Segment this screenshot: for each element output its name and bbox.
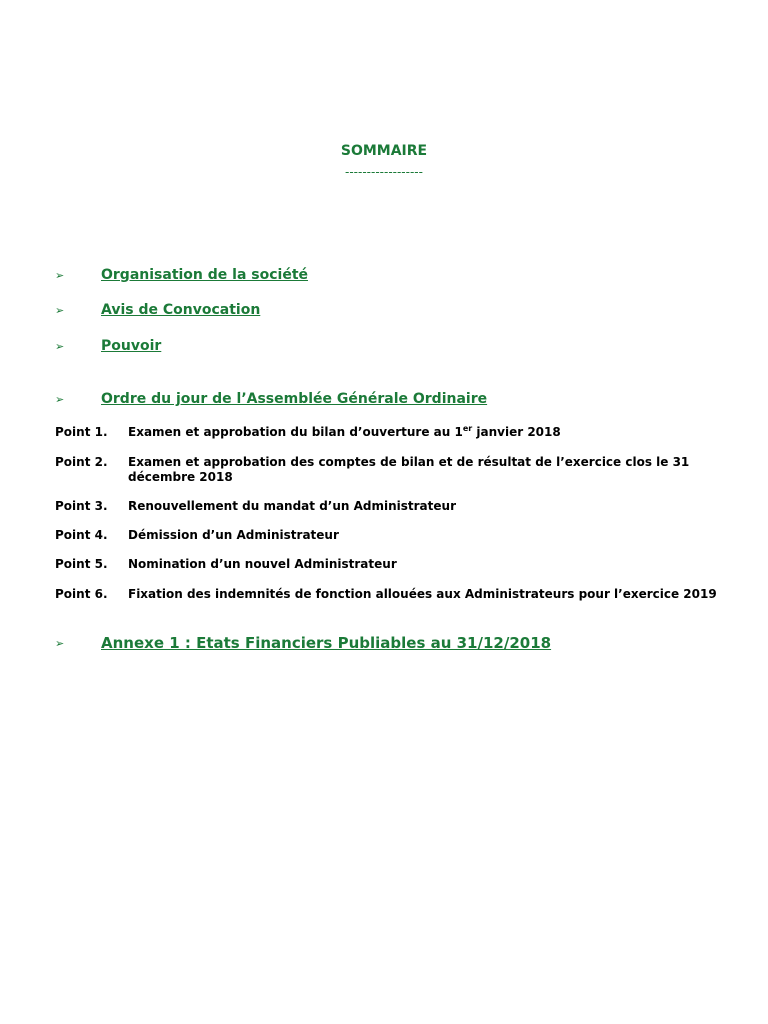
toc-item-convocation[interactable] — [55, 300, 260, 320]
arrow-bullet-icon: ➢ — [55, 636, 65, 650]
agenda-point-text: Examen et approbation des comptes de bilan et de résultat de l’exercice clos le 31 décembre 2018 — [128, 455, 690, 484]
title-underline: ------------------ — [345, 165, 423, 179]
agenda-point-text: Démission d’un Administrateur — [128, 528, 339, 542]
arrow-bullet-icon: ➢ — [55, 392, 65, 406]
agenda-point-number: Point 6. — [55, 587, 108, 601]
agenda-point-number: Point 1. — [55, 425, 108, 439]
agenda-point-number: Point 4. — [55, 528, 108, 542]
toc-link-convocation[interactable]: Avis de Convocation — [101, 302, 261, 318]
arrow-bullet-icon: ➢ — [55, 339, 65, 353]
agenda-point-6 — [55, 587, 725, 602]
agenda-point-4 — [55, 528, 725, 543]
toc-item-pouvoir[interactable] — [55, 336, 161, 356]
arrow-bullet-icon: ➢ — [55, 303, 65, 317]
toc-link-annexe[interactable]: Annexe 1 : Etats Financiers Publiables au 31/12/2018 — [101, 634, 552, 652]
agenda-point-3 — [55, 499, 725, 514]
toc-link-pouvoir[interactable]: Pouvoir — [101, 338, 162, 354]
agenda-point-text: Fixation des indemnités de fonction allouées aux Administrateurs pour l’exercice 2019 — [128, 587, 717, 601]
agenda-point-text: Renouvellement du mandat d’un Administrateur — [128, 499, 456, 513]
agenda-point-number: Point 5. — [55, 557, 108, 571]
agenda-point-5 — [55, 557, 725, 572]
ordinal-superscript: er — [462, 424, 473, 433]
agenda-point-2 — [55, 455, 725, 485]
toc-link-organisation[interactable]: Organisation de la société — [101, 267, 309, 283]
toc-item-annexe[interactable] — [55, 633, 551, 653]
toc-link-ordre-du-jour[interactable]: Ordre du jour de l’Assemblée Générale Ordinaire — [101, 391, 488, 407]
toc-item-ordre-du-jour[interactable] — [55, 389, 487, 409]
agenda-point-1 — [55, 425, 725, 440]
toc-item-organisation[interactable] — [55, 265, 308, 285]
arrow-bullet-icon: ➢ — [55, 268, 65, 282]
agenda-point-number: Point 2. — [55, 455, 108, 469]
page-title: SOMMAIRE — [340, 143, 428, 159]
agenda-point-text: Examen et approbation du bilan d’ouverture au 1er janvier 2018 — [128, 424, 561, 439]
agenda-point-number: Point 3. — [55, 499, 108, 513]
agenda-point-text: Nomination d’un nouvel Administrateur — [128, 557, 397, 571]
